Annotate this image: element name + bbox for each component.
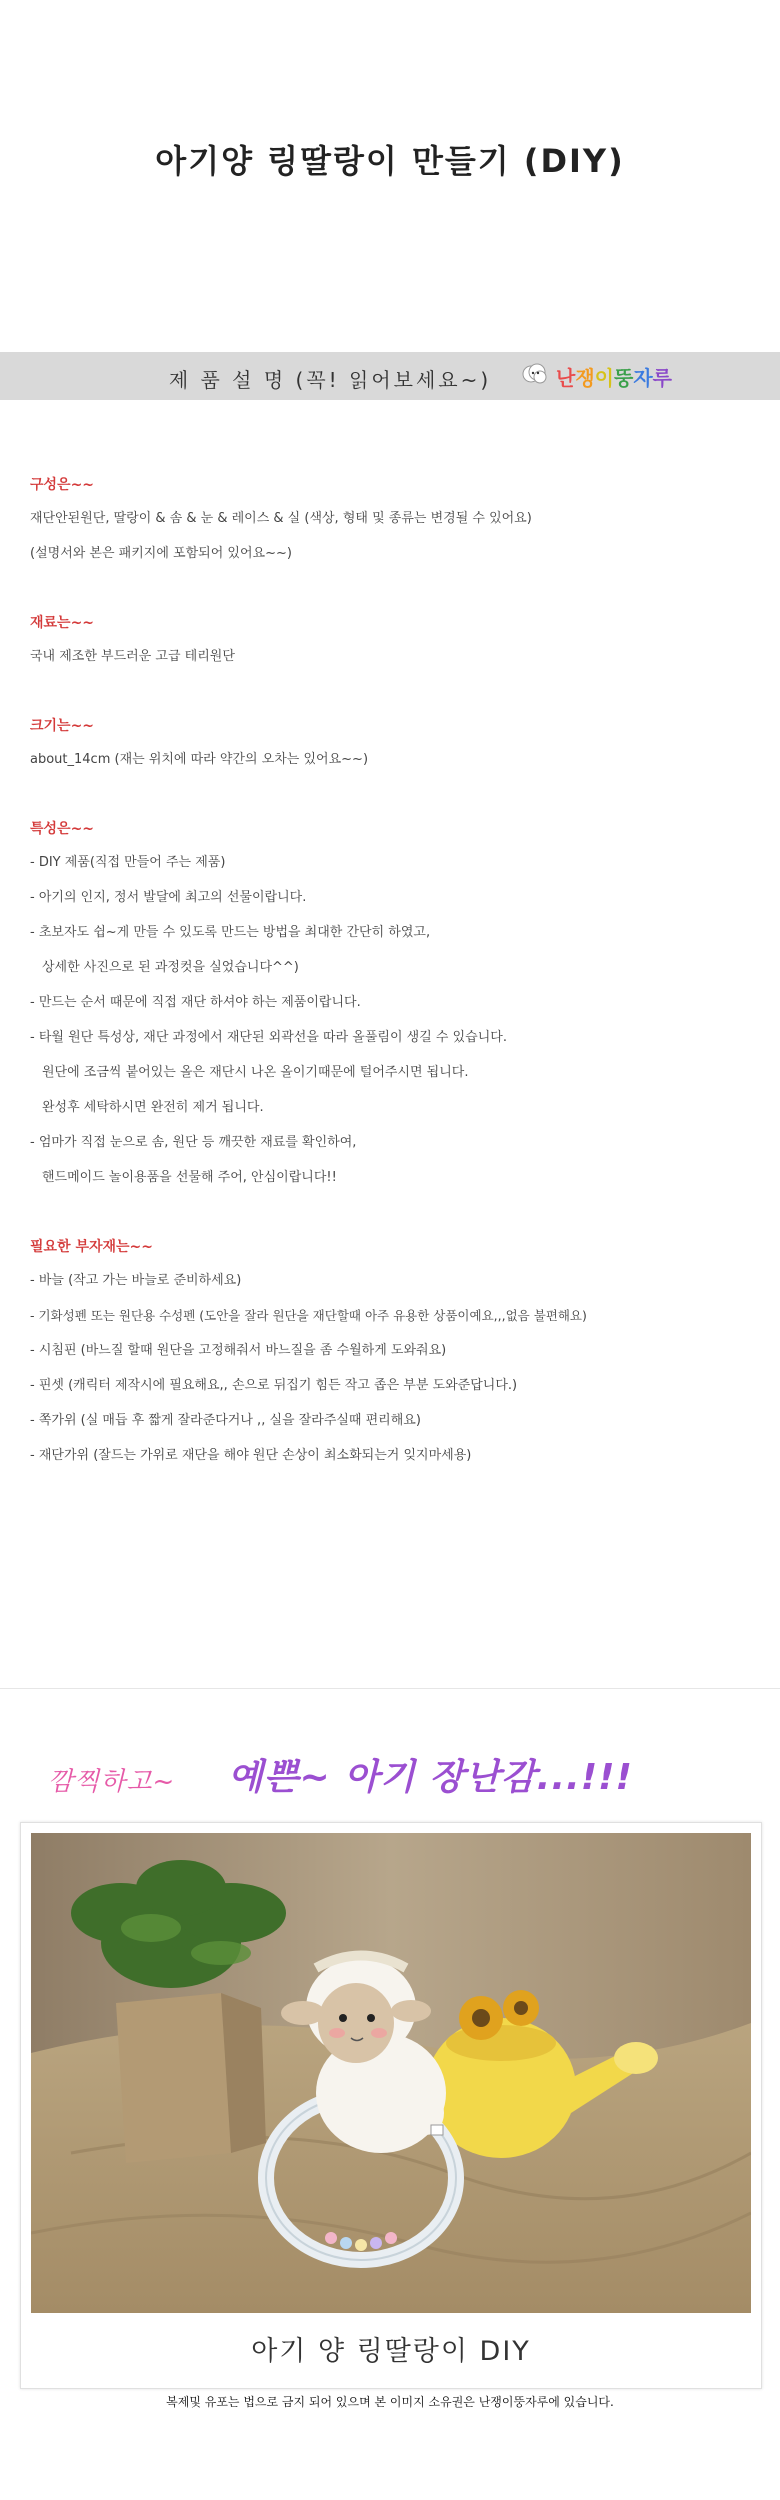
promo-section	[0, 1688, 780, 2389]
section-line: 핸드메이드 놀이용품을 선물해 주어, 안심이랍니다!!	[42, 1170, 337, 1185]
promo-headline	[0, 1749, 780, 1809]
sheep-icon	[520, 359, 550, 393]
brand-logo	[520, 358, 672, 394]
section-line: 상세한 사진으로 된 과정컷을 실었습니다^^)	[42, 960, 299, 975]
promo-small-text: 깜찍하고~	[48, 1767, 176, 1797]
section-supplies	[30, 1234, 760, 1478]
section-line: 국내 제조한 부드러운 고급 테리원단	[30, 649, 235, 664]
section-line: - 아기의 인지, 정서 발달에 최고의 선물이랍니다.	[30, 890, 307, 905]
page-title: 아기양 링딸랑이 만들기 (DIY)	[155, 142, 625, 180]
section-features	[30, 816, 760, 1200]
section-line: - 핀셋 (캐릭터 제작시에 필요해요,, 손으로 뒤집기 힘든 작고 좁은 부분 도와준답니다.)	[30, 1378, 518, 1393]
description-band	[0, 352, 780, 400]
section-line: (설명서와 본은 패키지에 포함되어 있어요~~)	[30, 546, 292, 561]
section-line: - 만드는 순서 때문에 직접 재단 하셔야 하는 제품이랍니다.	[30, 995, 361, 1010]
section-line: - 타월 원단 특성상, 재단 과정에서 재단된 외곽선을 따라 올풀림이 생길 수 있습니다.	[30, 1030, 507, 1045]
section-line: - 기화성펜 또는 원단용 수성펜 (도안을 잘라 원단을 재단할때 아주 유용한 상품이예요,,,없음 불편해요)	[30, 1308, 587, 1323]
section-heading: 크기는~~	[30, 718, 95, 734]
section-material	[30, 610, 760, 679]
section-line: - 쪽가위 (실 매듭 후 짧게 잘라준다거나 ,, 실을 잘라주실때 편리해요)	[30, 1413, 421, 1428]
section-heading: 필요한 부자재는~~	[30, 1239, 154, 1255]
section-line: - 재단가위 (잘드는 가위로 재단을 해야 원단 손상이 최소화되는거 잊지마세용)	[30, 1448, 472, 1463]
section-composition	[30, 472, 760, 576]
section-line: 원단에 조금씩 붙어있는 올은 재단시 나온 올이기때문에 털어주시면 됩니다.	[42, 1065, 469, 1080]
product-info	[30, 472, 760, 1512]
section-line: 재단안된원단, 딸랑이 & 솜 & 눈 & 레이스 & 실 (색상, 형태 및 종류는 변경될 수 있어요)	[30, 511, 532, 526]
section-heading: 재료는~~	[30, 615, 95, 631]
section-heading: 특성은~~	[30, 821, 95, 837]
description-band-label: 제 품 설 명 (꼭! 읽어보세요~)	[168, 368, 492, 392]
product-photo-frame	[20, 1822, 762, 2389]
photo-caption: 아기 양 링딸랑이 DIY	[251, 2336, 531, 2367]
product-photo	[31, 1833, 751, 2313]
section-line: - 초보자도 쉽~게 만들 수 있도록 만드는 방법을 최대한 간단히 하였고,	[30, 925, 431, 940]
section-heading: 구성은~~	[30, 477, 95, 493]
section-line: - DIY 제품(직접 만들어 주는 제품)	[30, 855, 226, 870]
section-line: about_14cm (재는 위치에 따라 약간의 오차는 있어요~~)	[30, 752, 369, 767]
section-line: - 바늘 (작고 가는 바늘로 준비하세요)	[30, 1273, 242, 1288]
section-size	[30, 713, 760, 782]
copyright-notice: 복제및 유포는 법으로 금지 되어 있으며 본 이미지 소유권은 난쟁이뚱자루에 있습니다.	[166, 2395, 614, 2409]
promo-big-text: 예쁜~ 아기 장난감...!!!	[228, 1757, 633, 1798]
section-line: 완성후 세탁하시면 완전히 제거 됩니다.	[42, 1100, 264, 1115]
brand-name: 난쟁이뚱자루	[556, 365, 672, 390]
section-line: - 시침핀 (바느질 할때 원단을 고정해줘서 바느질을 좀 수월하게 도와줘요)	[30, 1343, 447, 1358]
section-line: - 엄마가 직접 눈으로 솜, 원단 등 깨끗한 재료를 확인하여,	[30, 1135, 357, 1150]
